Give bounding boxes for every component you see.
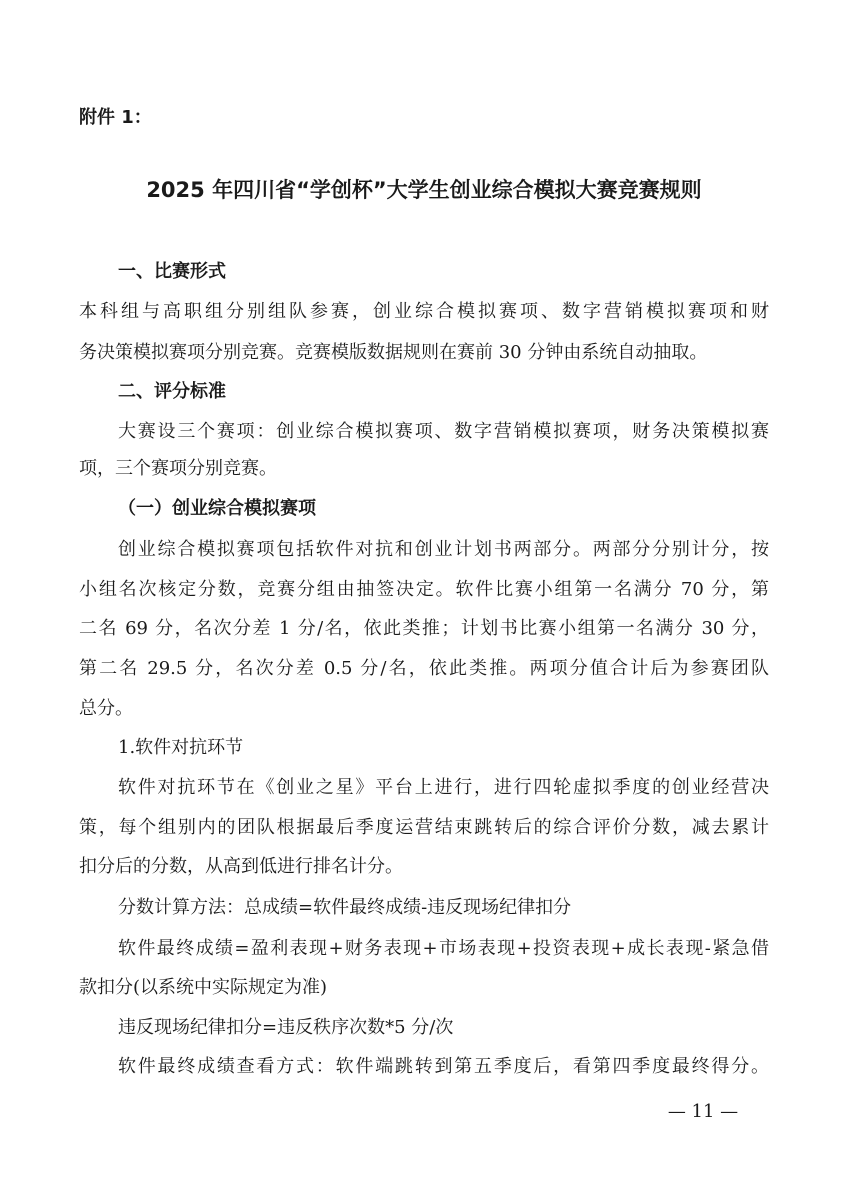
section-2-para-line-2: 项，三个赛项分别竞赛。	[79, 458, 277, 479]
section-2-heading: 二、评分标准	[118, 381, 226, 402]
section-1-para-line-2: 务决策模拟赛项分别竞赛。竞赛模版数据规则在赛前 30 分钟由系统自动抽取。	[79, 342, 708, 363]
section-1-para-line-1: 本科组与高职组分别组队参赛，创业综合模拟赛项、数字营销模拟赛项和财	[79, 301, 769, 322]
subsection-1-para-line-2: 小组名次核定分数，竞赛分组由抽签决定。软件比赛小组第一名满分 70 分，第	[79, 579, 769, 600]
score-formula-total: 分数计算方法：总成绩=软件最终成绩-违反现场纪律扣分	[118, 897, 572, 918]
score-formula-software-line-1: 软件最终成绩=盈利表现+财务表现+市场表现+投资表现+成长表现-紧急借	[118, 938, 769, 959]
item-1-para-line-3: 扣分后的分数，从高到低进行排名计分。	[79, 856, 403, 877]
item-1-heading: 1.软件对抗环节	[118, 737, 244, 758]
document-title: 2025 年四川省“学创杯”大学生创业综合模拟大赛竞赛规则	[146, 178, 702, 202]
item-1-para-line-1: 软件对抗环节在《创业之星》平台上进行，进行四轮虚拟季度的创业经营决	[118, 777, 769, 798]
subsection-1-para-line-4: 第二名 29.5 分，名次分差 0.5 分/名，依此类推。两项分值合计后为参赛团队	[79, 658, 769, 679]
attachment-label: 附件 1：	[79, 107, 152, 128]
section-1-heading: 一、比赛形式	[118, 261, 226, 282]
score-formula-software-line-2: 款扣分(以系统中实际规定为准)	[79, 977, 328, 998]
subsection-1-heading: （一）创业综合模拟赛项	[118, 498, 316, 519]
score-view-method: 软件最终成绩查看方式：软件端跳转到第五季度后，看第四季度最终得分。	[118, 1056, 769, 1077]
page-number: — 11 —	[667, 1101, 739, 1122]
subsection-1-para-line-5: 总分。	[79, 698, 133, 719]
subsection-1-para-line-1: 创业综合模拟赛项包括软件对抗和创业计划书两部分。两部分分别计分，按	[118, 539, 769, 560]
subsection-1-para-line-3: 二名 69 分，名次分差 1 分/名，依此类推；计划书比赛小组第一名满分 30 分，	[79, 618, 769, 639]
section-2-para-line-1: 大赛设三个赛项：创业综合模拟赛项、数字营销模拟赛项，财务决策模拟赛	[118, 421, 769, 442]
score-formula-penalty: 违反现场纪律扣分=违反秩序次数*5 分/次	[118, 1017, 454, 1038]
item-1-para-line-2: 策，每个组别内的团队根据最后季度运营结束跳转后的综合评价分数，减去累计	[79, 817, 769, 838]
